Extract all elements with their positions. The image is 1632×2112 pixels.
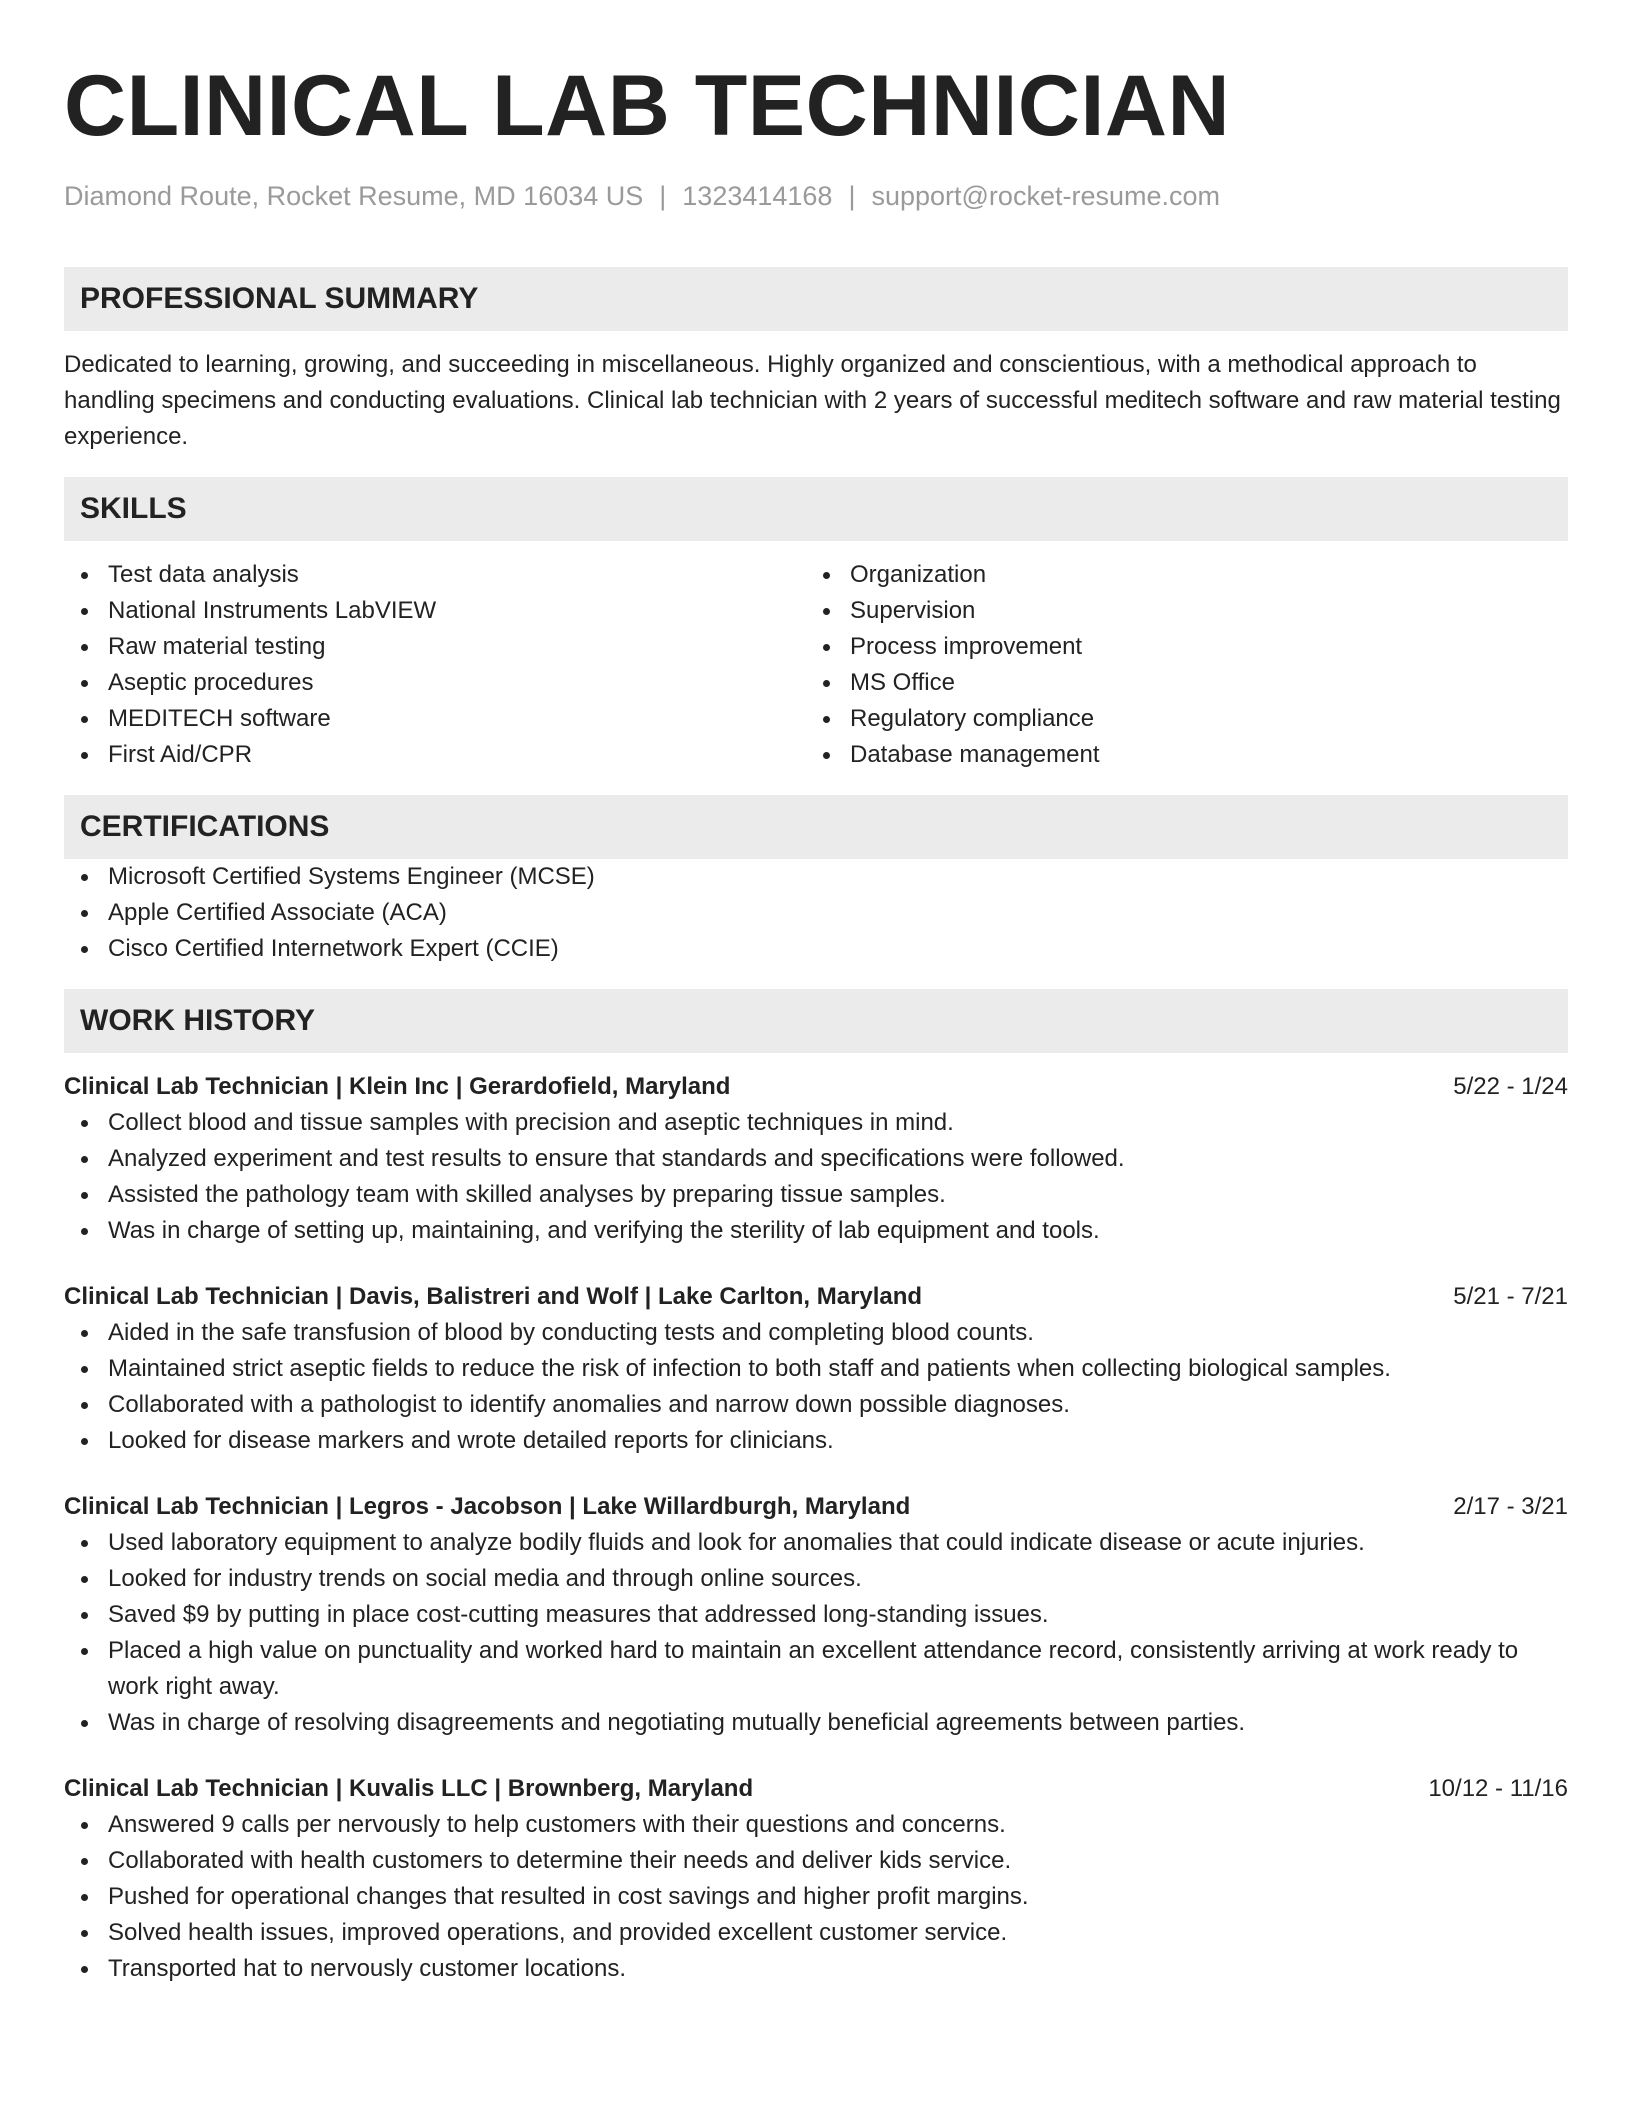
job-bullet: Saved $9 by putting in place cost-cutting measures that addressed long-standing issues.	[64, 1597, 1568, 1633]
job-entry	[64, 1771, 1568, 1987]
section-heading-certifications: CERTIFICATIONS	[64, 795, 1568, 859]
job-header	[64, 1489, 1568, 1525]
job-bullet: Was in charge of setting up, maintaining, and verifying the sterility of lab equipment and tools.	[64, 1213, 1568, 1249]
skills-list-right	[806, 557, 1548, 773]
contact-line	[64, 178, 1568, 214]
job-title: Clinical Lab Technician | Davis, Balistreri and Wolf | Lake Carlton, Maryland	[64, 1283, 923, 1310]
certification-item: Apple Certified Associate (ACA)	[64, 895, 1568, 931]
job-bullet: Was in charge of resolving disagreements and negotiating mutually beneficial agreements between parties.	[64, 1705, 1568, 1741]
job-dates: 10/12 - 11/16	[1428, 1775, 1568, 1802]
skill-item: Process improvement	[806, 629, 1548, 665]
skill-item: Test data analysis	[64, 557, 806, 593]
job-bullet-list	[64, 1525, 1568, 1741]
job-title: Clinical Lab Technician | Klein Inc | Gerardofield, Maryland	[64, 1073, 731, 1100]
candidate-title: CLINICAL LAB TECHNICIAN	[64, 58, 1231, 154]
contact-separator: |	[659, 181, 667, 211]
summary-text: Dedicated to learning, growing, and succeeding in miscellaneous. Highly organized and conscientious, with a methodical approach to handling specimens and conducting evaluations. Clinical lab technician with 2 years of successful meditech software and raw material testing experience.	[64, 351, 1561, 450]
job-dates: 5/21 - 7/21	[1453, 1283, 1568, 1310]
job-bullet-list	[64, 1807, 1568, 1987]
skills-column-right	[806, 557, 1548, 773]
job-entry	[64, 1489, 1568, 1741]
job-bullet: Assisted the pathology team with skilled analyses by preparing tissue samples.	[64, 1177, 1568, 1213]
job-bullet: Pushed for operational changes that resulted in cost savings and higher profit margins.	[64, 1879, 1568, 1915]
skill-item: First Aid/CPR	[64, 737, 806, 773]
job-dates: 2/17 - 3/21	[1453, 1493, 1568, 1520]
skill-item: Aseptic procedures	[64, 665, 806, 701]
section-heading-work-history: WORK HISTORY	[64, 989, 1568, 1053]
job-bullet: Maintained strict aseptic fields to reduce the risk of infection to both staff and patients when collecting biological samples.	[64, 1351, 1568, 1387]
job-entry	[64, 1069, 1568, 1249]
job-title: Clinical Lab Technician | Kuvalis LLC | Brownberg, Maryland	[64, 1775, 754, 1802]
job-header	[64, 1069, 1568, 1105]
skills-list-left	[64, 557, 806, 773]
job-header	[64, 1771, 1568, 1807]
contact-phone: 1323414168	[682, 181, 833, 211]
job-bullet: Aided in the safe transfusion of blood by conducting tests and completing blood counts.	[64, 1315, 1568, 1351]
job-bullet: Collaborated with a pathologist to identify anomalies and narrow down possible diagnoses.	[64, 1387, 1568, 1423]
skill-item: Supervision	[806, 593, 1548, 629]
skill-item: MEDITECH software	[64, 701, 806, 737]
job-header	[64, 1279, 1568, 1315]
skill-item: Database management	[806, 737, 1548, 773]
job-bullet: Analyzed experiment and test results to ensure that standards and specifications were followed.	[64, 1141, 1568, 1177]
job-bullet: Transported hat to nervously customer locations.	[64, 1951, 1568, 1987]
skill-item: Regulatory compliance	[806, 701, 1548, 737]
resume-page	[64, 56, 1568, 1987]
skill-item: Organization	[806, 557, 1548, 593]
job-bullet: Collect blood and tissue samples with precision and aseptic techniques in mind.	[64, 1105, 1568, 1141]
job-bullet: Placed a high value on punctuality and worked hard to maintain an excellent attendance record, consistently arriving at work ready to work right away.	[64, 1633, 1568, 1705]
skill-item: Raw material testing	[64, 629, 806, 665]
job-entry	[64, 1279, 1568, 1459]
section-heading-skills: SKILLS	[64, 477, 1568, 541]
job-bullet: Looked for industry trends on social media and through online sources.	[64, 1561, 1568, 1597]
skill-item: National Instruments LabVIEW	[64, 593, 806, 629]
skills-column-left	[64, 557, 806, 773]
job-bullet: Solved health issues, improved operations, and provided excellent customer service.	[64, 1915, 1568, 1951]
job-title: Clinical Lab Technician | Legros - Jacobson | Lake Willardburgh, Maryland	[64, 1493, 911, 1520]
contact-separator: |	[848, 181, 856, 211]
certification-item: Microsoft Certified Systems Engineer (MCSE)	[64, 859, 1568, 895]
contact-email: support@rocket-resume.com	[871, 181, 1220, 211]
skills-grid	[64, 557, 1568, 773]
certification-item: Cisco Certified Internetwork Expert (CCIE)	[64, 931, 1568, 967]
job-bullet: Collaborated with health customers to determine their needs and deliver kids service.	[64, 1843, 1568, 1879]
job-bullet: Looked for disease markers and wrote detailed reports for clinicians.	[64, 1423, 1568, 1459]
contact-address: Diamond Route, Rocket Resume, MD 16034 US	[64, 181, 644, 211]
job-bullet: Used laboratory equipment to analyze bodily fluids and look for anomalies that could indicate disease or acute injuries.	[64, 1525, 1568, 1561]
certifications-list	[64, 859, 1568, 967]
job-bullet-list	[64, 1105, 1568, 1249]
job-bullet-list	[64, 1315, 1568, 1459]
skill-item: MS Office	[806, 665, 1548, 701]
section-heading-summary: PROFESSIONAL SUMMARY	[64, 267, 1568, 331]
job-bullet: Answered 9 calls per nervously to help customers with their questions and concerns.	[64, 1807, 1568, 1843]
job-dates: 5/22 - 1/24	[1453, 1073, 1568, 1100]
